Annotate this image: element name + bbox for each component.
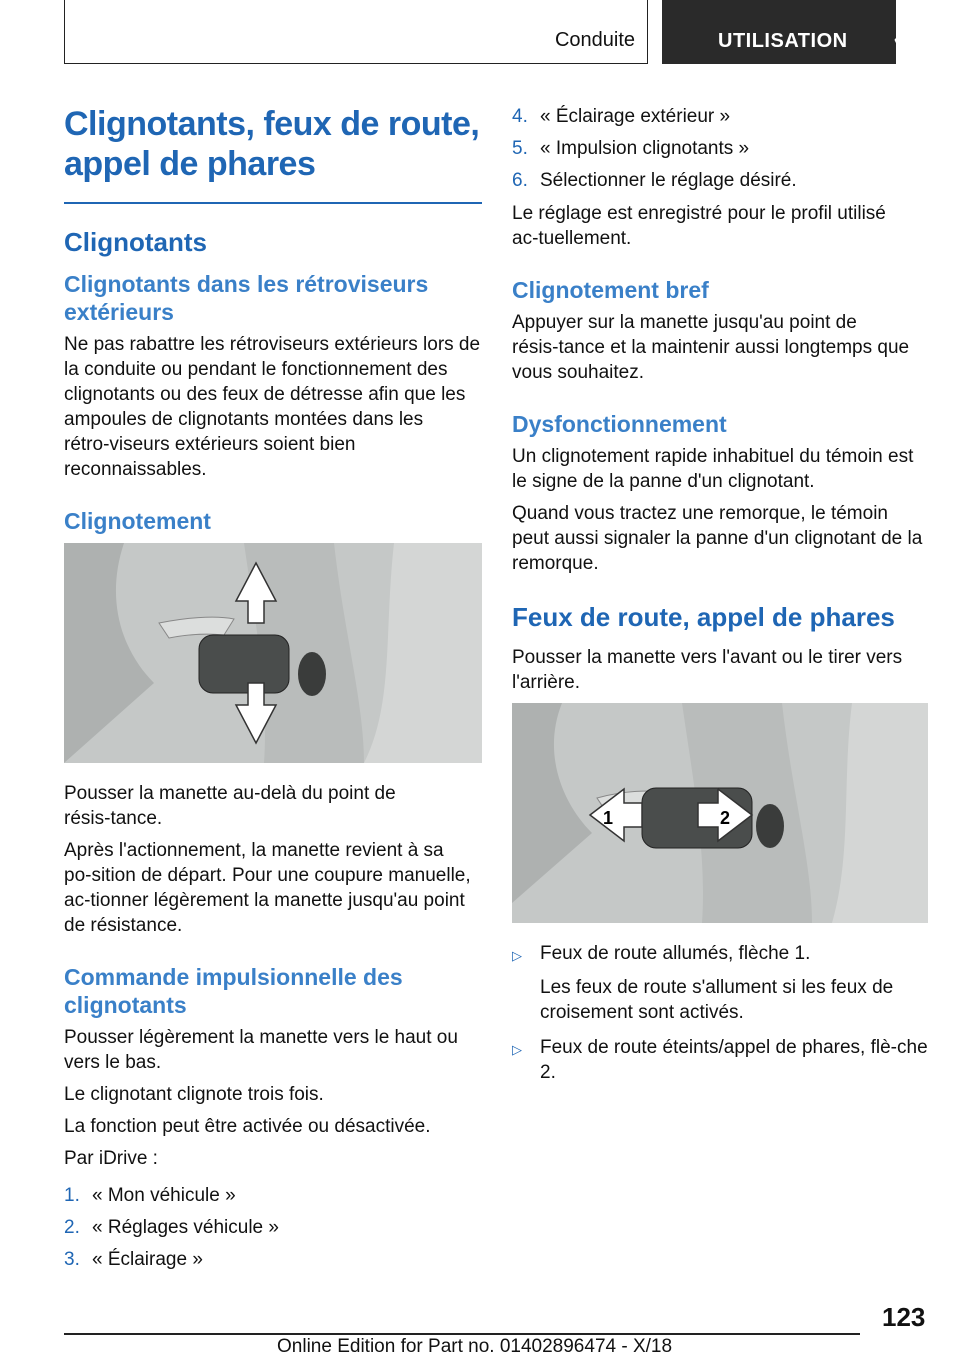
paragraph-pousser: Pousser la manette au-delà du point de résis‑tance. bbox=[64, 782, 396, 829]
list-item: ▷ Feux de route allumés, flèche 1. bbox=[512, 941, 928, 968]
high-beam-bullet-list bbox=[512, 941, 928, 968]
list-item: 6. Sélectionner le réglage désiré. bbox=[512, 170, 797, 191]
list-item: 1. « Mon véhicule » bbox=[64, 1184, 236, 1206]
triangle-bullet-icon: ▷ bbox=[512, 1042, 522, 1057]
left-column bbox=[64, 100, 482, 1280]
paragraph-bref: Appuyer sur la manette jusqu'au point de résis‑tance et la maintenir aussi longtemps que vous souhaitez. bbox=[512, 312, 910, 383]
paragraph-feux: Pousser la manette vers l'avant ou le tirer vers l'arrière. bbox=[512, 647, 903, 693]
heading-clignotement-bref: Clignotement bref bbox=[512, 277, 709, 303]
header-chapter-label: UTILISATION bbox=[718, 30, 848, 52]
paragraph-fonction: La fonction peut être activée ou désactivée. bbox=[64, 1115, 431, 1137]
figure-high-beam-lever bbox=[512, 703, 928, 923]
header-section-label: Conduite bbox=[554, 29, 635, 51]
page-number: 123 bbox=[882, 1302, 926, 1332]
heading-commande-impulsionnelle: Commande impulsionnelle des clignotants bbox=[64, 963, 403, 1018]
triangle-bullet-icon: ▷ bbox=[512, 948, 522, 963]
idrive-steps-list bbox=[64, 1183, 482, 1272]
hand-pointer-icon bbox=[894, 27, 916, 53]
arrow-2-label: 2 bbox=[720, 808, 731, 828]
idrive-steps-list-continued bbox=[512, 104, 928, 193]
paragraph-reglage: Le réglage est enregistré pour le profil utilisé ac‑tuellement. bbox=[512, 203, 886, 249]
paragraph-dysf-2: Quand vous tractez une remorque, le témoin peut aussi signaler la panne d'un clignotant de la remorque. bbox=[512, 503, 923, 574]
footer-rule bbox=[64, 1333, 860, 1335]
footer-edition: Online Edition for Part no. 01402896474 - X/18 bbox=[277, 1336, 673, 1357]
list-item: 5. « Impulsion clignotants » bbox=[512, 138, 750, 159]
title-rule bbox=[64, 202, 482, 204]
header-chapter-tab bbox=[662, 0, 896, 64]
list-item: ▷ Feux de route éteints/appel de phares, flè‑che 2. bbox=[512, 1037, 928, 1083]
paragraph-b1-sub: Les feux de route s'allument si les feux de croisement sont activés. bbox=[540, 977, 894, 1023]
paragraph-leger: Pousser légèrement la manette vers le haut ou vers le bas. bbox=[64, 1026, 458, 1073]
paragraph-dysf-1: Un clignotement rapide inhabituel du témoin est le signe de la panne d'un clignotant. bbox=[512, 446, 914, 492]
right-column bbox=[512, 100, 928, 1092]
heading-retroviseurs: Clignotants dans les rétroviseurs extérieurs bbox=[64, 270, 429, 325]
heading-feux-de-route: Feux de route, appel de phares bbox=[512, 602, 895, 632]
high-beam-bullet-list-2 bbox=[512, 1035, 928, 1085]
list-item: 2. « Réglages véhicule » bbox=[64, 1216, 279, 1238]
paragraph-trois-fois: Le clignotant clignote trois fois. bbox=[64, 1083, 324, 1105]
figure-turn-signal-lever bbox=[64, 543, 482, 763]
heading-clignotement: Clignotement bbox=[64, 507, 211, 534]
header-section-tab bbox=[64, 0, 648, 64]
paragraph-idrive: Par iDrive : bbox=[64, 1147, 158, 1169]
arrow-1-label: 1 bbox=[603, 808, 614, 828]
list-item: 3. « Éclairage » bbox=[64, 1248, 203, 1270]
list-item: 4. « Éclairage extérieur » bbox=[512, 106, 731, 127]
paragraph-retroviseurs: Ne pas rabattre les rétroviseurs extérieurs lors de la conduite ou pendant le fonctionnement des clignotants ou des feux de détresse afin que les ampoules de clignotants montées dans les rétro‑viseurs extérieurs soient bien reconnaissables. bbox=[64, 333, 481, 480]
heading-dysfonctionnement: Dysfonctionnement bbox=[512, 411, 727, 437]
page-title: Clignotants, feux de route, appel de phares bbox=[64, 105, 480, 183]
heading-clignotants: Clignotants bbox=[64, 226, 207, 257]
paragraph-apres: Après l'actionnement, la manette revient à sa po‑sition de départ. Pour une coupure manuelle, ac‑tionner légèrement la manette jusqu'au point de résistance. bbox=[64, 839, 471, 936]
